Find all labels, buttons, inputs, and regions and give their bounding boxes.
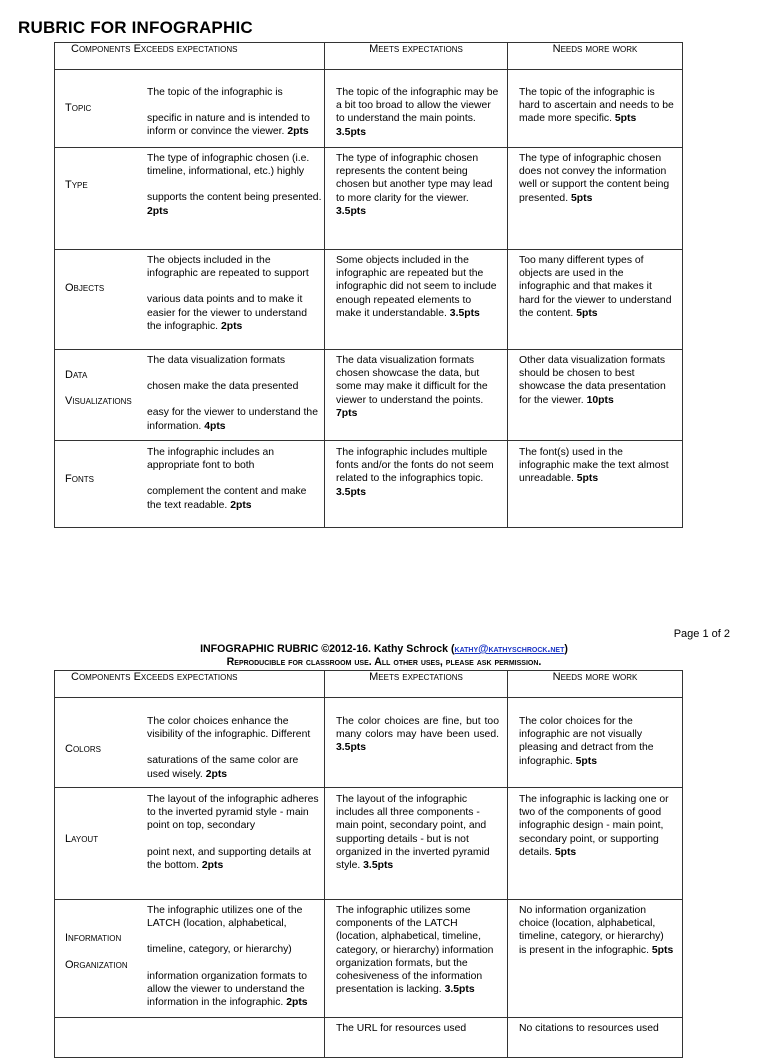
- rubric-table-2: [54, 670, 683, 1058]
- rubric-table-1: [54, 42, 683, 528]
- exceeds-text: [147, 904, 323, 1009]
- meets-cell: [325, 350, 508, 441]
- needs-text: The color choices for the infographic are not visually pleasing and detract from the infographic.: [519, 716, 654, 767]
- criterion-label: Objects: [65, 282, 105, 294]
- points: 2pts: [220, 320, 243, 332]
- criterion-label: Data: [65, 369, 88, 381]
- page-number: Page 1 of 2: [673, 628, 730, 640]
- needs-text: Other data visualization formats should be chosen to best showcase the data presentation for the viewer.: [519, 355, 666, 406]
- exceeds-text-part: supports the content being presented. 2pts: [147, 192, 322, 217]
- header-needs: Needs more work: [508, 671, 683, 698]
- table-row: [55, 900, 683, 1018]
- needs-cell: [508, 250, 683, 350]
- points: 5pts: [576, 473, 599, 485]
- points: 2pts: [230, 499, 252, 511]
- criterion-label: Topic: [65, 102, 92, 114]
- points: 7pts: [336, 407, 358, 419]
- criterion-cell: [55, 441, 325, 528]
- criterion-cell: [55, 350, 325, 441]
- points: 10pts: [586, 394, 614, 406]
- needs-cell: [508, 350, 683, 441]
- points: 2pts: [201, 859, 224, 871]
- points: 3.5pts: [336, 486, 367, 498]
- exceeds-text-part: specific in nature and is intended to inform or convince the viewer. 2pts: [147, 113, 310, 138]
- needs-cell: [508, 441, 683, 528]
- points: 5pts: [571, 192, 593, 204]
- footer-copyright-text: INFOGRAPHIC RUBRIC ©2012-16. Kathy Schrock (: [200, 643, 455, 655]
- criterion-cell: [55, 70, 325, 148]
- header-components: Components: [71, 43, 131, 55]
- criterion-cell: [55, 148, 325, 250]
- needs-text: No information organization choice (location, alphabetical, timeline, category, or hierarchy) is present in the infographic.: [519, 905, 664, 956]
- needs-text: The topic of the infographic is hard to ascertain and needs to be made more specific.: [519, 87, 674, 125]
- points: 4pts: [204, 420, 226, 432]
- points: 3.5pts: [444, 984, 475, 996]
- meets-text: The topic of the infographic may be a bit too broad to allow the viewer to understand the main points.: [336, 87, 499, 125]
- meets-cell: [325, 250, 508, 350]
- header-components-exceeds: [55, 43, 325, 70]
- points: 5pts: [575, 755, 597, 767]
- meets-cell: [325, 70, 508, 148]
- points: 2pts: [205, 768, 228, 780]
- exceeds-text: [147, 354, 323, 433]
- exceeds-text: [147, 446, 323, 512]
- exceeds-text-part: easy for the viewer to understand the information. 4pts: [147, 407, 318, 432]
- meets-text: The type of infographic chosen represents the content being chosen but another type may lead to more clarity for the viewer.: [336, 153, 493, 204]
- table-row: [55, 788, 683, 900]
- points: 2pts: [287, 126, 309, 138]
- needs-cell: [508, 788, 683, 900]
- exceeds-text-part: various data points and to make it easier for the viewer to understand the infographic. 2pts: [147, 294, 307, 332]
- table-row: [55, 70, 683, 148]
- table-row: [55, 148, 683, 250]
- meets-cell: [325, 148, 508, 250]
- points: 5pts: [614, 113, 637, 125]
- exceeds-text: [147, 715, 323, 781]
- needs-text: Too many different types of objects are used in the infographic and that makes it hard for the viewer to understand the content.: [519, 255, 672, 319]
- header-components: Components: [71, 671, 131, 683]
- criterion-cell: [55, 698, 325, 788]
- exceeds-text: [147, 152, 323, 218]
- criterion-cell: [55, 900, 325, 1018]
- page-title: RUBRIC FOR INFOGRAPHIC: [18, 18, 253, 37]
- meets-text: The color choices are fine, but too many colors may have been used.: [336, 716, 499, 741]
- header-needs: Needs more work: [508, 43, 683, 70]
- meets-cell: [325, 698, 508, 788]
- criterion-label: Layout: [65, 833, 99, 845]
- exceeds-text-part: information organization formats to allow the viewer to understand the information in the infographic. 2pts: [147, 970, 308, 1009]
- header-exceeds: Exceeds expectations: [133, 671, 238, 683]
- criterion-cell: [55, 250, 325, 350]
- meets-text: The infographic utilizes some components of the LATCH (location, alphabetical, timeline, category, or hierarchy) information organization formats, but the cohesiveness of the information presentation is lacking.: [336, 905, 494, 996]
- meets-cell: [325, 441, 508, 528]
- points: 5pts: [651, 944, 674, 956]
- footer-copyright-suffix: ): [564, 643, 568, 655]
- exceeds-text-part: The layout of the infographic adheres to the inverted pyramid style - main point on top, secondary: [147, 794, 319, 832]
- exceeds-text-part: saturations of the same color are used wisely. 2pts: [147, 755, 299, 780]
- criterion-label: Fonts: [65, 473, 94, 485]
- exceeds-text-part: The infographic utilizes one of the LATCH (location, alphabetical,: [147, 905, 303, 930]
- criterion-cell: [55, 788, 325, 900]
- header-meets: Meets expectations: [325, 43, 508, 70]
- header-meets: Meets expectations: [325, 671, 508, 698]
- exceeds-text-part: The data visualization formats: [147, 355, 286, 366]
- points: 5pts: [554, 846, 577, 858]
- needs-text: The font(s) used in the infographic make the text almost unreadable.: [519, 447, 669, 485]
- meets-text: The layout of the infographic includes all three components - main point, secondary point, and supporting details - but is not organized in the inverted pyramid style.: [336, 794, 490, 872]
- exceeds-text: [147, 86, 323, 139]
- needs-cell: [508, 900, 683, 1018]
- meets-cell: [325, 788, 508, 900]
- email-link[interactable]: kathy@kathyschrock.net: [454, 643, 565, 655]
- table-row: [55, 698, 683, 788]
- exceeds-text-part: The type of infographic chosen (i.e. timeline, informational, etc.) highly: [147, 153, 310, 178]
- table-header-row: [55, 43, 683, 70]
- needs-text: The type of infographic chosen does not convey the information well or support the content being presented.: [519, 153, 670, 204]
- points: 2pts: [286, 997, 308, 1009]
- criterion-label-line2: Organization: [65, 959, 128, 971]
- points: 3.5pts: [336, 205, 367, 217]
- exceeds-text-part: The objects included in the infographic are repeated to support: [147, 255, 309, 280]
- footer-copyright: [0, 643, 768, 656]
- criterion-label: Colors: [65, 743, 101, 755]
- exceeds-text: [147, 254, 323, 333]
- exceeds-text: [147, 793, 323, 872]
- exceeds-text-part: point next, and supporting details at the bottom. 2pts: [147, 846, 312, 871]
- criterion-label: Information: [65, 932, 122, 944]
- table-row: [55, 350, 683, 441]
- meets-text: The data visualization formats chosen showcase the data, but some may make it difficult for the viewer to understand the points.: [336, 355, 488, 406]
- needs-cell: [508, 148, 683, 250]
- points: 5pts: [576, 307, 598, 319]
- needs-cell: [508, 698, 683, 788]
- exceeds-text-part: The color choices enhance the visibility of the infographic. Different: [147, 716, 311, 741]
- points: 3.5pts: [363, 860, 394, 872]
- table-row: [55, 441, 683, 528]
- criterion-label: Type: [65, 179, 88, 191]
- exceeds-text-part: complement the content and make the text readable. 2pts: [147, 486, 307, 511]
- table-row: [55, 250, 683, 350]
- exceeds-text-part: chosen make the data presented: [147, 381, 299, 393]
- needs-text: The infographic is lacking one or two of the components of good infographic design - main point, secondary point, or supporting details.: [519, 794, 669, 858]
- table-header-row: [55, 671, 683, 698]
- meets-cell: The URL for resources used: [325, 1018, 508, 1058]
- meets-text: The infographic includes multiple fonts and/or the fonts do not seem related to the infographics topic.: [336, 447, 494, 485]
- points: 3.5pts: [336, 126, 367, 138]
- criterion-label-line2: Visualizations: [65, 395, 132, 407]
- needs-cell: [508, 70, 683, 148]
- meets-text: Some objects included in the infographic are repeated but the infographic did not seem to include enough repeated elements to make it understandable.: [336, 255, 497, 319]
- needs-cell: No citations to resources used: [508, 1018, 683, 1058]
- exceeds-text-part: timeline, category, or hierarchy): [147, 944, 292, 956]
- exceeds-text-part: The topic of the infographic is: [147, 87, 283, 98]
- exceeds-text-part: The infographic includes an appropriate font to both: [147, 447, 275, 472]
- header-components-exceeds: [55, 671, 325, 698]
- points: 2pts: [147, 205, 169, 217]
- meets-cell: [325, 900, 508, 1018]
- points: 3.5pts: [336, 742, 367, 754]
- points: 3.5pts: [449, 307, 480, 319]
- header-exceeds: Exceeds expectations: [133, 43, 238, 55]
- footer-permission: Reproducible for classroom use. All other uses, please ask permission.: [226, 656, 542, 668]
